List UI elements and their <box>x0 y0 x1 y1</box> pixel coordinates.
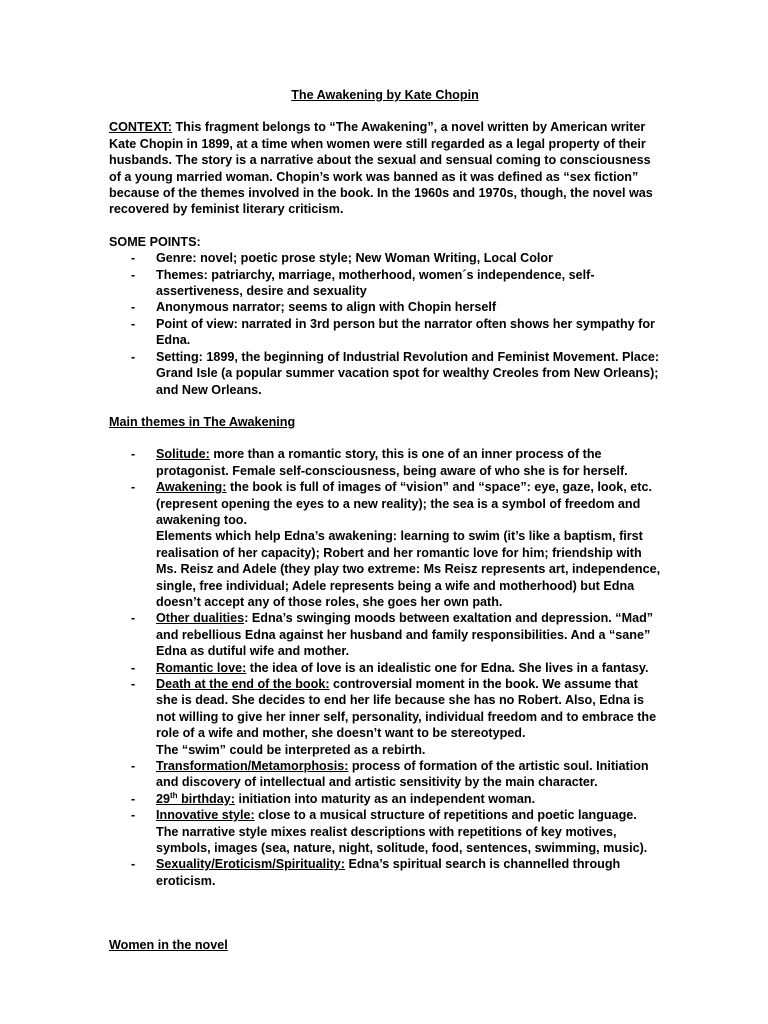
points-list <box>109 250 661 398</box>
swim-highlight: learning to swim <box>400 529 500 544</box>
theme-label: Death at the end of the book: <box>156 677 330 691</box>
theme-text: controversial moment in the book. We assume that she is dead. She decides to end her life because she has no Robert. Also, Edna is not willing to give her inner self, personality, individual freedom and to embrace the role of a wife and mother, she doesn’t want to be stereotyped. <box>156 677 657 741</box>
theme-text: process of formation of the artistic soul. Initiation and discovery of intellectual and artistic sensitivity by the main character. <box>156 759 649 790</box>
theme-text: Edna’s spiritual search is channelled through eroticism. <box>156 857 621 888</box>
theme-death <box>109 676 661 758</box>
swim-rebirth <box>156 742 661 758</box>
theme-label: Awakening: <box>156 480 227 495</box>
swim-text: could be interpreted as a rebirth. <box>225 742 426 757</box>
theme-text: the book is full of images of “vision” and “space”: eye, gaze, look, etc. (represent opening the eyes to a new reality); the sea is a symbol of freedom and awakening too. <box>156 480 652 527</box>
theme-label: Innovative style: <box>156 808 255 823</box>
elements-text: friendship with Ms. Reisz and Adele (they play two extreme: Ms Reisz represents art, independence, single, free individual; Adele represents being a wife and motherhood) but Edna doesn’t accept any of those roles, she goes her own path. <box>156 545 661 609</box>
list-item: - Point of view: narrated in 3rd person but the narrator often shows her sympathy for Edna. <box>109 316 661 349</box>
theme-birthday <box>109 791 661 807</box>
theme-dualities <box>109 610 661 659</box>
robert-highlight: Robert and her romantic love for him; <box>323 545 549 560</box>
elements-text: Elements which help Edna’s awakening: <box>156 529 401 544</box>
swim-text: The <box>156 742 182 757</box>
theme-label: Romantic love: <box>156 660 247 675</box>
awakening-elements <box>156 528 661 610</box>
theme-label: Other dualities <box>156 611 245 626</box>
elements-text: (it’s like a baptism, first realisation of her capacity); <box>156 529 643 560</box>
context-text: This fragment belongs to “The Awakening”, a novel written by American writer Kate Chopin in 1899, at a time when women were still regarded as a legal property of their husbands. The story is a narrative about the sexual and sensual coming to consciousness of a young married woman. Chopin’s work was banned as it was defined as “sex fiction” because of the themes involved in the book. In the 1960s and 1970s, though, the novel was recovered by feminist literary criticism. <box>109 120 653 217</box>
theme-label: Solitude: <box>156 447 210 462</box>
document-page <box>109 87 661 954</box>
women-heading: Women in the novel <box>109 938 228 953</box>
theme-text: more than a romantic story, this is one of an inner process of the protagonist. Female self-consciousness, being aware of who she is for herself. <box>156 447 628 478</box>
list-item: - Genre: novel; poetic prose style; New Woman Writing, Local Color <box>109 250 661 266</box>
theme-sexuality <box>109 856 661 889</box>
theme-label: Sexuality/Eroticism/Spirituality: <box>156 857 345 872</box>
theme-awakening <box>109 479 661 610</box>
list-item: - Themes: patriarchy, marriage, motherhood, women´s independence, self-assertiveness, desire and sexuality <box>109 267 661 300</box>
context-label: CONTEXT: <box>109 120 172 135</box>
theme-text: close to a musical structure of repetitions and poetic language. The narrative style mixes realist descriptions with repetitions of key motives, symbols, images (sea, nature, night, solitude, food, sentences, swimming, music). <box>156 808 648 856</box>
points-heading: SOME POINTS: <box>109 234 201 249</box>
theme-innovative-style <box>109 807 661 856</box>
list-item: - Setting: 1899, the beginning of Industrial Revolution and Feminist Movement. Place: Grand Isle (a popular summer vacation spot for wealthy Creoles from New Orleans); and New Orleans. <box>109 349 661 398</box>
theme-text: : Edna’s swinging moods between exaltation and depression. “Mad” and rebellious Edna against her husband and family responsibilities. And a “sane” Edna as dutiful wife and mother. <box>156 611 654 659</box>
theme-transformation <box>109 758 661 791</box>
theme-text: the idea of love is an idealistic one for Edna. She lives in a fantasy. <box>246 660 649 675</box>
context-paragraph <box>109 119 661 217</box>
list-item: - Anonymous narrator; seems to align with Chopin herself <box>109 299 661 315</box>
theme-solitude <box>109 446 661 479</box>
document-title: The Awakening by Kate Chopin <box>291 88 479 102</box>
birthday-word: birthday: <box>177 791 235 806</box>
birthday-suffix: th <box>170 790 178 800</box>
themes-heading: Main themes in The Awakening <box>109 414 296 429</box>
themes-list <box>109 446 661 889</box>
theme-text: initiation into maturity as an independent woman. <box>234 791 536 806</box>
theme-romantic-love <box>109 660 661 676</box>
birthday-number: 29 <box>156 791 171 806</box>
swim-highlight: “swim” <box>181 742 226 757</box>
theme-label <box>156 792 235 806</box>
theme-label: Transformation/Metamorphosis: <box>156 759 349 774</box>
